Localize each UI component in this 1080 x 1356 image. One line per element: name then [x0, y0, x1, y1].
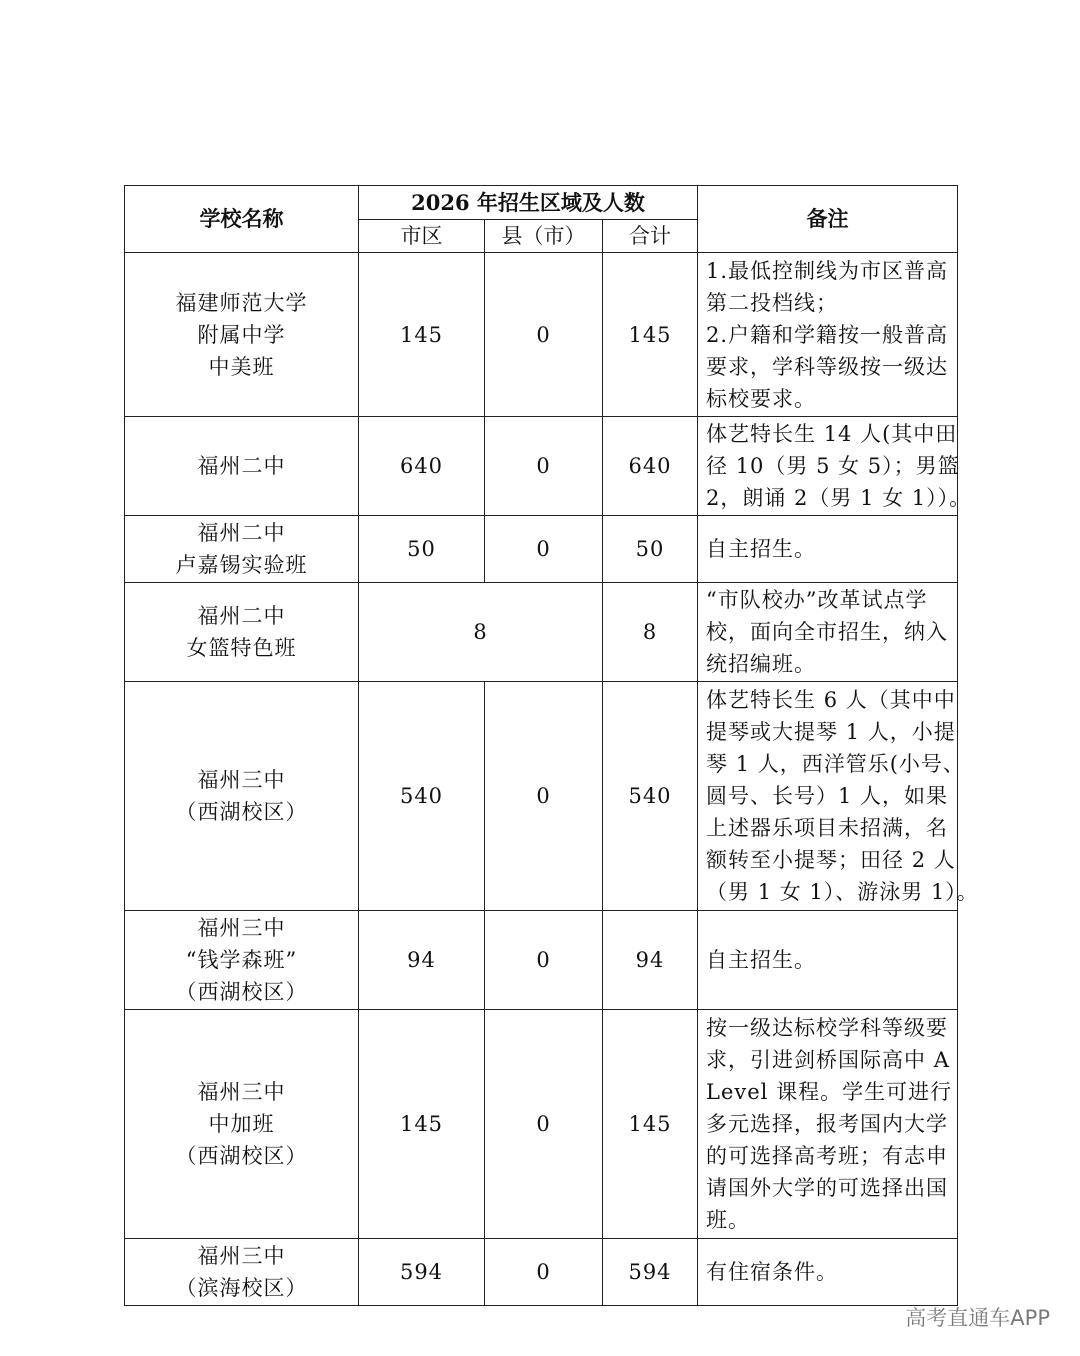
school-name-line: 福州三中 [197, 1244, 286, 1268]
school-name-line: 福州二中 [197, 521, 286, 545]
school-name-line: （西湖校区） [175, 1144, 308, 1168]
school-name-line: 福州二中 [197, 454, 286, 478]
city-count: 540 [359, 682, 485, 911]
total-count: 640 [603, 417, 698, 516]
note-line: 提琴或大提琴 1 人，小提 [706, 720, 956, 744]
school-name-line: 卢嘉锡实验班 [175, 553, 308, 577]
merged-count: 8 [359, 583, 603, 682]
school-name-cell [125, 583, 359, 682]
school-name-cell [125, 1010, 359, 1239]
note-line: 体艺特长生 14 人(其中田 [706, 422, 958, 446]
school-name-line: “钱学森班” [185, 948, 298, 972]
notes-cell [698, 1239, 958, 1306]
note-line: 求，引进剑桥国际高中 A [706, 1048, 950, 1072]
notes-cell [698, 417, 972, 516]
note-line: 自主招生。 [706, 537, 817, 561]
note-line: 2，朗诵 2（男 1 女 1））。 [706, 486, 972, 510]
school-name-line: （滨海校区） [175, 1276, 308, 1300]
notes-cell [698, 911, 958, 1010]
note-line: 有住宿条件。 [706, 1260, 839, 1284]
note-line: 标校要求。 [706, 386, 817, 411]
school-name-cell [125, 911, 359, 1010]
city-count: 640 [359, 417, 485, 516]
note-line: 校，面向全市招生，纳入 [706, 620, 949, 644]
table-row [125, 417, 958, 516]
school-name-line: 女篮特色班 [186, 636, 297, 660]
total-count: 540 [603, 682, 698, 911]
note-line: 的可选择高考班；有志申 [706, 1144, 949, 1168]
county-count: 0 [485, 1239, 603, 1306]
school-name-cell [125, 253, 359, 417]
note-line: （男 1 女 1）、游泳男 1）。 [706, 880, 979, 904]
total-count: 94 [603, 911, 698, 1010]
city-count: 94 [359, 911, 485, 1010]
note-line: 统招编班。 [706, 652, 817, 676]
city-count: 50 [359, 516, 485, 583]
table-row [125, 583, 958, 682]
header-county: 县（市） [485, 220, 603, 253]
note-line: 多元选择，报考国内大学 [706, 1112, 949, 1136]
note-line: 班。 [706, 1208, 751, 1232]
watermark-text: 高考直通车APP [905, 1306, 1050, 1330]
header-region-group: 2026 年招生区域及人数 [359, 186, 698, 220]
school-name-cell [125, 1239, 359, 1306]
school-name-line: 中美班 [208, 354, 275, 379]
note-line: 1.最低控制线为市区普高 [706, 258, 949, 283]
school-name-line: 中加班 [208, 1112, 275, 1136]
school-name-line: 福州三中 [197, 916, 286, 940]
school-name-cell [125, 682, 359, 911]
school-name-line: 福州三中 [197, 768, 286, 792]
note-line: 按一级达标校学科等级要 [706, 1016, 949, 1040]
note-line: 要求，学科等级按一级达 [706, 354, 949, 379]
table-row [125, 516, 958, 583]
total-count: 145 [603, 1010, 698, 1239]
table-row [125, 682, 958, 911]
note-line: 请国外大学的可选择出国 [706, 1176, 949, 1200]
note-line: 第二投档线； [706, 290, 839, 315]
city-count: 145 [359, 253, 485, 417]
note-line: 自主招生。 [706, 948, 817, 972]
table-row [125, 253, 958, 417]
county-count: 0 [485, 516, 603, 583]
county-count: 0 [485, 417, 603, 516]
total-count: 50 [603, 516, 698, 583]
note-line: 琴 1 人，西洋管乐(小号、 [706, 752, 965, 776]
total-count: 8 [603, 583, 698, 682]
school-name-line: 福州三中 [197, 1080, 286, 1104]
note-line: 圆号、长号）1 人，如果 [706, 784, 949, 808]
total-count: 594 [603, 1239, 698, 1306]
county-count: 0 [485, 682, 603, 911]
notes-cell [698, 516, 958, 583]
header-total: 合计 [603, 220, 698, 253]
note-line: 体艺特长生 6 人（其中中 [706, 688, 956, 712]
city-count: 594 [359, 1239, 485, 1306]
enrollment-table [124, 185, 979, 1306]
school-name-line: （西湖校区） [175, 800, 308, 824]
note-line: 径 10（男 5 女 5）；男篮 [706, 454, 960, 478]
school-name-cell [125, 516, 359, 583]
school-name-line: （西湖校区） [175, 980, 308, 1004]
total-count: 145 [603, 253, 698, 417]
county-count: 0 [485, 911, 603, 1010]
note-line: Level 课程。学生可进行 [706, 1080, 953, 1104]
header-school-name: 学校名称 [125, 186, 359, 253]
table-row [125, 1010, 958, 1239]
school-name-cell [125, 417, 359, 516]
note-line: 上述器乐项目未招满，名 [706, 816, 949, 840]
note-line: “市队校办”改革试点学 [706, 588, 928, 612]
header-notes: 备注 [698, 186, 958, 253]
table-row [125, 1239, 958, 1306]
note-line: 2.户籍和学籍按一般普高 [706, 322, 949, 347]
note-line: 额转至小提琴；田径 2 人 [706, 848, 956, 872]
notes-cell [698, 682, 979, 911]
school-name-line: 附属中学 [197, 322, 286, 347]
table-header [125, 186, 958, 253]
table-row [125, 911, 958, 1010]
notes-cell [698, 253, 958, 417]
notes-cell [698, 1010, 958, 1239]
school-name-line: 福建师范大学 [175, 290, 308, 315]
notes-cell [698, 583, 958, 682]
county-count: 0 [485, 253, 603, 417]
school-name-line: 福州二中 [197, 604, 286, 628]
city-count: 145 [359, 1010, 485, 1239]
county-count: 0 [485, 1010, 603, 1239]
header-city: 市区 [359, 220, 485, 253]
